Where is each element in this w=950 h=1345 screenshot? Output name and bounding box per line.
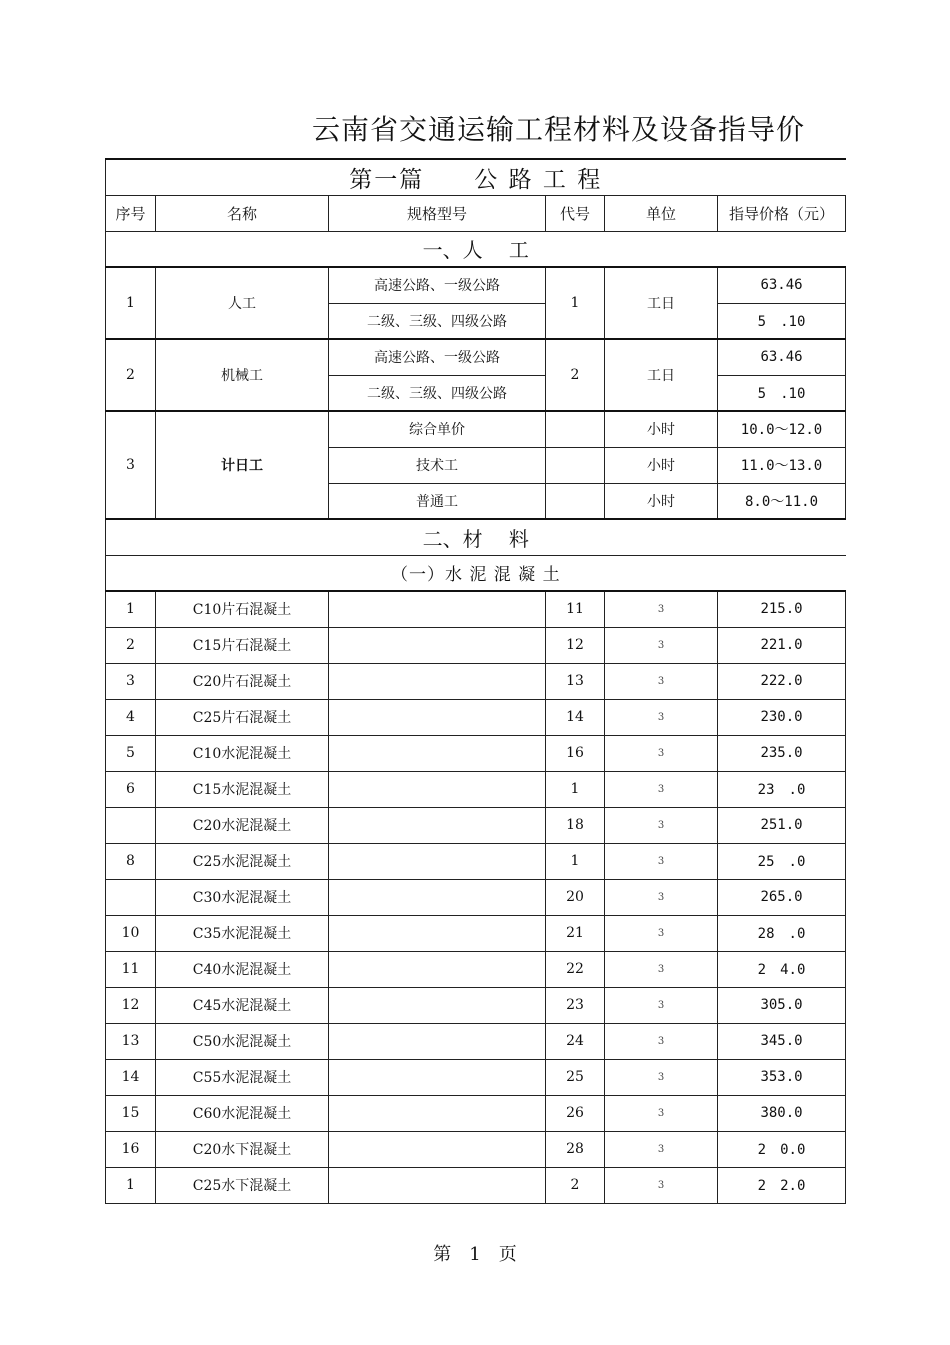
unit-cell: 小时 bbox=[605, 483, 718, 519]
price-cell: 251.0 bbox=[718, 807, 846, 843]
unit-cell: 工日 bbox=[605, 339, 718, 411]
code-cell: 2 bbox=[546, 339, 605, 411]
unit-cell: 3 bbox=[605, 1023, 718, 1059]
subsection-row bbox=[106, 555, 846, 591]
table-row bbox=[106, 987, 846, 1023]
code-cell: 1 bbox=[546, 267, 605, 339]
code-cell: 1 bbox=[546, 771, 605, 807]
spec-cell bbox=[329, 1023, 546, 1059]
seq-cell: 2 bbox=[106, 627, 156, 663]
seq-cell: 1 bbox=[106, 591, 156, 627]
spec-cell bbox=[329, 1167, 546, 1203]
price-cell: 23 .0 bbox=[718, 771, 846, 807]
price-cell: 25 .0 bbox=[718, 843, 846, 879]
header-seq: 序号 bbox=[106, 195, 156, 231]
seq-cell: 12 bbox=[106, 987, 156, 1023]
price-cell: 2 4.0 bbox=[718, 951, 846, 987]
seq-cell bbox=[106, 807, 156, 843]
unit-cell: 小时 bbox=[605, 447, 718, 483]
seq-cell: 3 bbox=[106, 411, 156, 519]
table-row bbox=[106, 1167, 846, 1203]
name-cell: 计日工 bbox=[156, 411, 329, 519]
price-cell: 11.0～13.0 bbox=[718, 447, 846, 483]
name-cell: 机械工 bbox=[156, 339, 329, 411]
name-cell: C55水泥混凝土 bbox=[156, 1059, 329, 1095]
price-table bbox=[105, 158, 846, 1204]
header-spec: 规格型号 bbox=[329, 195, 546, 231]
unit-cell: 3 bbox=[605, 987, 718, 1023]
unit-cell: 3 bbox=[605, 627, 718, 663]
spec-cell bbox=[329, 987, 546, 1023]
table-row bbox=[106, 1131, 846, 1167]
seq-cell: 13 bbox=[106, 1023, 156, 1059]
code-cell: 21 bbox=[546, 915, 605, 951]
spec-cell: 普通工 bbox=[329, 483, 546, 519]
price-cell: 2 0.0 bbox=[718, 1131, 846, 1167]
price-cell: 63.46 bbox=[718, 267, 846, 303]
section-row bbox=[106, 231, 846, 267]
seq-cell: 6 bbox=[106, 771, 156, 807]
code-cell bbox=[546, 447, 605, 483]
code-cell bbox=[546, 411, 605, 447]
unit-cell: 3 bbox=[605, 951, 718, 987]
table-row bbox=[106, 915, 846, 951]
document-title: 云南省交通运输工程材料及设备指导价 bbox=[312, 113, 806, 146]
unit-cell: 3 bbox=[605, 1131, 718, 1167]
spec-cell bbox=[329, 879, 546, 915]
spec-cell bbox=[329, 1059, 546, 1095]
spec-cell bbox=[329, 699, 546, 735]
table-header-row bbox=[106, 195, 846, 231]
table-row bbox=[106, 771, 846, 807]
seq-cell: 15 bbox=[106, 1095, 156, 1131]
part-title-row bbox=[106, 159, 846, 195]
code-cell: 11 bbox=[546, 591, 605, 627]
price-cell: 221.0 bbox=[718, 627, 846, 663]
header-unit: 单位 bbox=[605, 195, 718, 231]
name-cell: C60水泥混凝土 bbox=[156, 1095, 329, 1131]
spec-cell bbox=[329, 843, 546, 879]
table-row bbox=[106, 879, 846, 915]
price-cell: 305.0 bbox=[718, 987, 846, 1023]
name-cell: C20片石混凝土 bbox=[156, 663, 329, 699]
price-cell: 345.0 bbox=[718, 1023, 846, 1059]
spec-cell bbox=[329, 915, 546, 951]
seq-cell: 3 bbox=[106, 663, 156, 699]
name-cell: 人工 bbox=[156, 267, 329, 339]
unit-cell: 工日 bbox=[605, 267, 718, 339]
name-cell: C45水泥混凝土 bbox=[156, 987, 329, 1023]
name-cell: C40水泥混凝土 bbox=[156, 951, 329, 987]
spec-cell: 高速公路、一级公路 bbox=[329, 267, 546, 303]
name-cell: C25水泥混凝土 bbox=[156, 843, 329, 879]
unit-cell: 3 bbox=[605, 843, 718, 879]
price-cell: 8.0～11.0 bbox=[718, 483, 846, 519]
code-cell bbox=[546, 483, 605, 519]
unit-cell: 3 bbox=[605, 1059, 718, 1095]
table-row bbox=[106, 1095, 846, 1131]
name-cell: C15水泥混凝土 bbox=[156, 771, 329, 807]
name-cell: C50水泥混凝土 bbox=[156, 1023, 329, 1059]
code-cell: 26 bbox=[546, 1095, 605, 1131]
table-row bbox=[106, 627, 846, 663]
table-row bbox=[106, 267, 846, 303]
header-name: 名称 bbox=[156, 195, 329, 231]
name-cell: C20水泥混凝土 bbox=[156, 807, 329, 843]
section-row bbox=[106, 519, 846, 555]
price-cell: 380.0 bbox=[718, 1095, 846, 1131]
header-price: 指导价格（元） bbox=[718, 195, 846, 231]
code-cell: 14 bbox=[546, 699, 605, 735]
code-cell: 18 bbox=[546, 807, 605, 843]
table-row bbox=[106, 1023, 846, 1059]
price-cell: 215.0 bbox=[718, 591, 846, 627]
unit-cell: 3 bbox=[605, 771, 718, 807]
spec-cell bbox=[329, 1095, 546, 1131]
code-cell: 13 bbox=[546, 663, 605, 699]
unit-cell: 3 bbox=[605, 1167, 718, 1203]
table-row bbox=[106, 1059, 846, 1095]
price-cell: 230.0 bbox=[718, 699, 846, 735]
code-cell: 2 bbox=[546, 1167, 605, 1203]
name-cell: C35水泥混凝土 bbox=[156, 915, 329, 951]
seq-cell: 4 bbox=[106, 699, 156, 735]
spec-cell bbox=[329, 771, 546, 807]
price-cell: 2 2.0 bbox=[718, 1167, 846, 1203]
table-row bbox=[106, 843, 846, 879]
spec-cell bbox=[329, 1131, 546, 1167]
name-cell: C10水泥混凝土 bbox=[156, 735, 329, 771]
price-cell: 10.0～12.0 bbox=[718, 411, 846, 447]
table-row bbox=[106, 663, 846, 699]
table-row bbox=[106, 807, 846, 843]
name-cell: C30水泥混凝土 bbox=[156, 879, 329, 915]
seq-cell bbox=[106, 879, 156, 915]
page-number: 第 1 页 bbox=[433, 1244, 517, 1265]
code-cell: 25 bbox=[546, 1059, 605, 1095]
spec-cell: 二级、三级、四级公路 bbox=[329, 375, 546, 411]
unit-cell: 3 bbox=[605, 663, 718, 699]
section-materials-title: 二、材 料 bbox=[106, 519, 846, 555]
table-row bbox=[106, 735, 846, 771]
unit-cell: 3 bbox=[605, 1095, 718, 1131]
unit-cell: 3 bbox=[605, 807, 718, 843]
seq-cell: 11 bbox=[106, 951, 156, 987]
code-cell: 23 bbox=[546, 987, 605, 1023]
seq-cell: 1 bbox=[106, 267, 156, 339]
price-cell: 5 .10 bbox=[718, 303, 846, 339]
table-row bbox=[106, 411, 846, 447]
code-cell: 20 bbox=[546, 879, 605, 915]
spec-cell bbox=[329, 951, 546, 987]
seq-cell: 1 bbox=[106, 1167, 156, 1203]
spec-cell bbox=[329, 735, 546, 771]
unit-cell: 3 bbox=[605, 879, 718, 915]
unit-cell: 3 bbox=[605, 591, 718, 627]
code-cell: 28 bbox=[546, 1131, 605, 1167]
code-cell: 24 bbox=[546, 1023, 605, 1059]
spec-cell bbox=[329, 591, 546, 627]
seq-cell: 2 bbox=[106, 339, 156, 411]
seq-cell: 14 bbox=[106, 1059, 156, 1095]
price-cell: 28 .0 bbox=[718, 915, 846, 951]
code-cell: 16 bbox=[546, 735, 605, 771]
price-cell: 265.0 bbox=[718, 879, 846, 915]
price-cell: 353.0 bbox=[718, 1059, 846, 1095]
name-cell: C10片石混凝土 bbox=[156, 591, 329, 627]
price-cell: 222.0 bbox=[718, 663, 846, 699]
unit-cell: 3 bbox=[605, 735, 718, 771]
price-cell: 235.0 bbox=[718, 735, 846, 771]
part-title: 第一篇 公 路 工 程 bbox=[106, 159, 846, 195]
price-cell: 63.46 bbox=[718, 339, 846, 375]
seq-cell: 5 bbox=[106, 735, 156, 771]
table-row bbox=[106, 339, 846, 375]
name-cell: C20水下混凝土 bbox=[156, 1131, 329, 1167]
code-cell: 12 bbox=[546, 627, 605, 663]
price-cell: 5 .10 bbox=[718, 375, 846, 411]
spec-cell: 技术工 bbox=[329, 447, 546, 483]
name-cell: C25片石混凝土 bbox=[156, 699, 329, 735]
subsection-concrete-title: （一）水 泥 混 凝 土 bbox=[106, 555, 846, 591]
unit-cell: 3 bbox=[605, 699, 718, 735]
spec-cell bbox=[329, 663, 546, 699]
section-labor-title: 一、人 工 bbox=[106, 231, 846, 267]
seq-cell: 16 bbox=[106, 1131, 156, 1167]
spec-cell bbox=[329, 627, 546, 663]
spec-cell: 高速公路、一级公路 bbox=[329, 339, 546, 375]
spec-cell: 二级、三级、四级公路 bbox=[329, 303, 546, 339]
seq-cell: 8 bbox=[106, 843, 156, 879]
code-cell: 1 bbox=[546, 843, 605, 879]
table-row bbox=[106, 699, 846, 735]
seq-cell: 10 bbox=[106, 915, 156, 951]
table-row bbox=[106, 951, 846, 987]
spec-cell: 综合单价 bbox=[329, 411, 546, 447]
spec-cell bbox=[329, 807, 546, 843]
name-cell: C15片石混凝土 bbox=[156, 627, 329, 663]
unit-cell: 3 bbox=[605, 915, 718, 951]
table-row bbox=[106, 591, 846, 627]
code-cell: 22 bbox=[546, 951, 605, 987]
header-code: 代号 bbox=[546, 195, 605, 231]
name-cell: C25水下混凝土 bbox=[156, 1167, 329, 1203]
unit-cell: 小时 bbox=[605, 411, 718, 447]
